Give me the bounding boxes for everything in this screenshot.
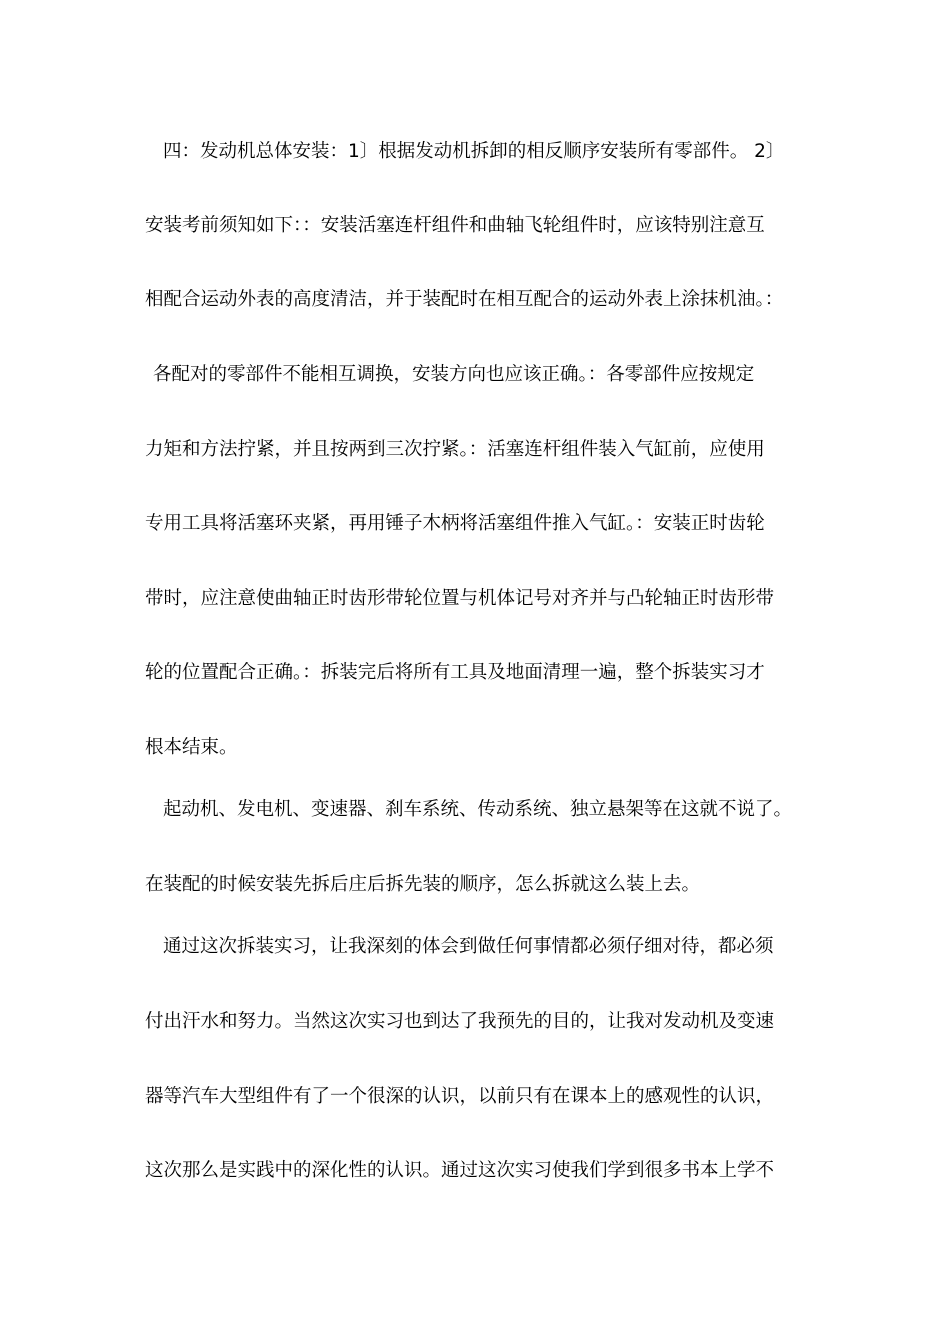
paragraph-line: 各配对的零部件不能相互调换，安装方向也应该正确。：各零部件应按规定 — [153, 364, 755, 385]
paragraph-line: 专用工具将活塞环夹紧，再用锤子木柄将活塞组件推入气缸。：安装正时齿轮 — [145, 513, 765, 534]
paragraph-line: 四：发动机总体安装：1〕根据发动机拆卸的相反顺序安装所有零部件。 2〕 — [163, 141, 785, 162]
paragraph-line: 通过这次拆装实习，让我深刻的体会到做任何事情都必须仔细对待，都必须 — [163, 936, 774, 957]
paragraph-line: 这次那么是实践中的深化性的认识。通过这次实习使我们学到很多书本上学不 — [145, 1160, 775, 1181]
paragraph-line: 带时，应注意使曲轴正时齿形带轮位置与机体记号对齐并与凸轮轴正时齿形带 — [145, 588, 775, 609]
paragraph-line: 轮的位置配合正确。：拆装完后将所有工具及地面清理一遍，整个拆装实习才 — [145, 662, 765, 683]
paragraph-line: 器等汽车大型组件有了一个很深的认识，以前只有在课本上的感观性的认识， — [145, 1086, 775, 1107]
paragraph-line: 根本结束。 — [145, 737, 238, 758]
paragraph-line: 付出汗水和努力。当然这次实习也到达了我预先的目的，让我对发动机及变速 — [145, 1011, 775, 1032]
paragraph-line: 相配合运动外表的高度清洁，并于装配时在相互配合的运动外表上涂抹机油。： — [145, 289, 784, 310]
paragraph-line: 起动机、发电机、变速器、刹车系统、传动系统、独立悬架等在这就不说了。 — [163, 799, 793, 820]
paragraph-line: 力矩和方法拧紧，并且按两到三次拧紧。：活塞连杆组件装入气缸前，应使用 — [145, 439, 765, 460]
paragraph-line: 安装考前须知如下：：安装活塞连杆组件和曲轴飞轮组件时，应该特别注意互 — [145, 215, 765, 236]
paragraph-line: 在装配的时候安装先拆后庄后拆先装的顺序，怎么拆就这么装上去。 — [145, 874, 701, 895]
